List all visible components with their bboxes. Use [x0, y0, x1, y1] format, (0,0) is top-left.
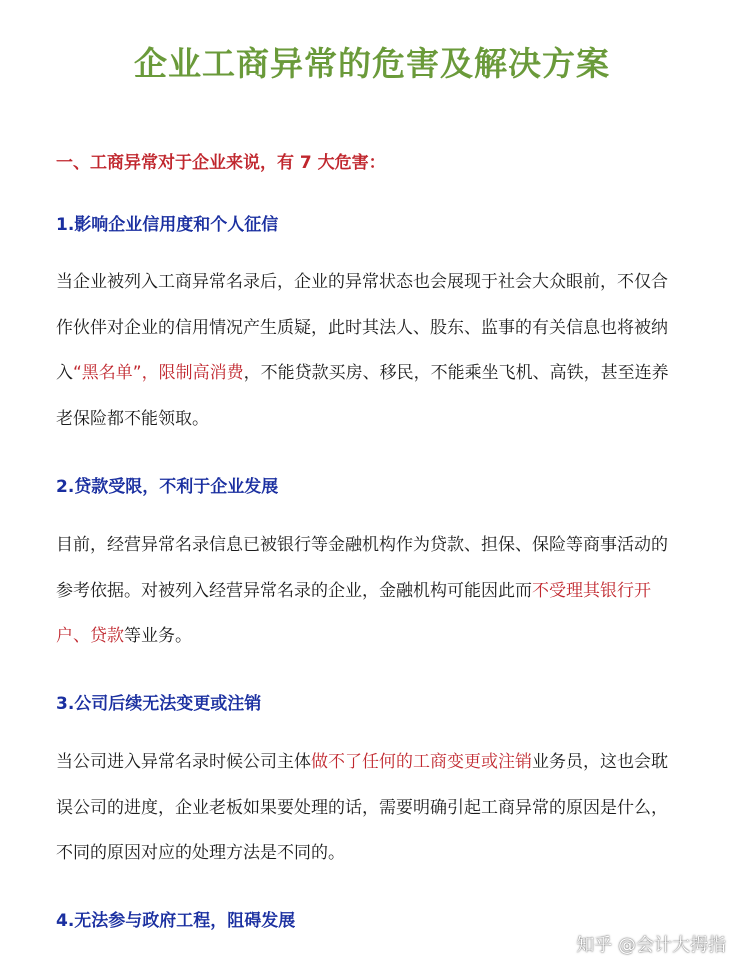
watermark: 知乎 @会计大拇指	[576, 935, 726, 956]
item-3-paragraph	[56, 740, 676, 877]
item-4-heading: 4.无法参与政府工程，阻碍发展	[56, 911, 296, 931]
item-3-text-a: 当公司进入异常名录时候公司主体	[56, 752, 311, 772]
item-1-text-a: 当企业被列入工商异常名录后，企业的异常状态也会展现于社会大众眼前，不仅合作伙伴对企业的信用情况产生质疑，此时其法人、股东、监事的有关信息也将被纳入	[56, 272, 668, 383]
item-2-text-b: 等业务。	[124, 626, 192, 646]
item-2-heading: 2.贷款受限，不利于企业发展	[56, 477, 279, 497]
item-3-highlight: 做不了任何的工商变更或注销	[311, 752, 532, 772]
item-1-paragraph	[56, 260, 676, 442]
item-1-heading: 1.影响企业信用度和个人征信	[56, 215, 279, 235]
item-1-highlight: “黑名单”，限制高消费	[73, 363, 244, 383]
item-2-text-a: 目前，经营异常名录信息已被银行等金融机构作为贷款、担保、保险等商事活动的参考依据。对被列入经营异常名录的企业，金融机构可能因此而	[56, 535, 668, 601]
item-3-text-b: 业务员，这也会耽误公司的进度，企业老板如果要处理的话，需要明确引起工商异常的原因是什么，不同的原因对应的处理方法是不同的。	[56, 752, 668, 863]
item-1-text-b: ，不能贷款买房、移民，不能乘坐飞机、高铁，甚至连养老保险都不能领取。	[56, 363, 669, 429]
item-2-paragraph	[56, 523, 676, 660]
section-heading: 一、工商异常对于企业来说，有 7 大危害：	[56, 153, 386, 173]
item-3-heading: 3.公司后续无法变更或注销	[56, 694, 262, 714]
page-title: 企业工商异常的危害及解决方案	[134, 44, 610, 83]
item-2-highlight: 不受理其银行开户、贷款	[56, 580, 651, 646]
